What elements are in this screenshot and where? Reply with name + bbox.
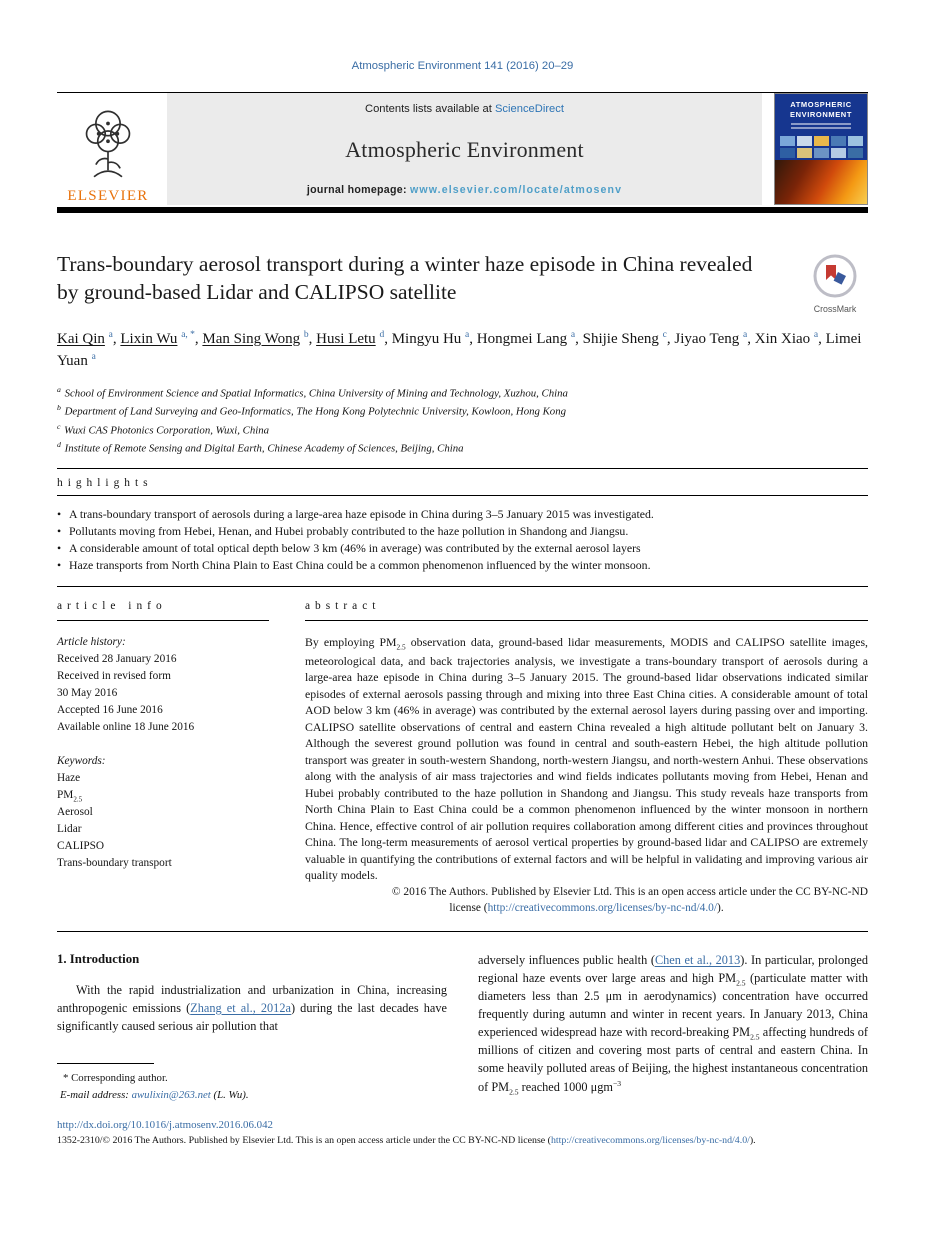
email-line — [57, 1087, 447, 1103]
article-history-label: Article history: — [57, 636, 126, 649]
author-list: Kai Qin $^a$, Lixin Wu $^{a, *}$, Man Sing Wong $^b$, Husi Letu $^d$, Mingyu Hu $^a$, Hongmei Lang $^a$, Shijie Sheng $^c$, Jiyao Teng $^a$, Xin Xiao $^a$, Limei Yuan $^a$ — [57, 330, 862, 369]
copyright-block — [305, 885, 868, 917]
highlights-list — [57, 506, 868, 574]
section-heading: 1. Introduction — [57, 951, 140, 966]
article-info-label: article info — [57, 600, 269, 621]
keyword: CALIPSO — [57, 840, 105, 853]
cover-subtitle-lines — [791, 123, 852, 129]
footnote-divider — [57, 1063, 154, 1064]
cover-title-line2: ENVIRONMENT — [789, 109, 853, 119]
issn-copyright-line: 1352-2310/© 2016 The Authors. Published by Elsevier Ltd. This is an open access article under the CC BY-NC-ND license (http://creativecommons.org/licenses/by-nc-nd/4.0/). — [57, 1134, 756, 1146]
keyword: Lidar — [57, 823, 82, 836]
cover-title-line1: ATMOSPHERIC — [790, 100, 852, 109]
highlight-item: • Haze transports from North China Plain to East China could be a common phenomenon influenced by the winter monsoon. — [57, 557, 868, 574]
keyword: Haze — [57, 771, 81, 784]
title-row — [57, 251, 868, 314]
intro-paragraph-left: With the rapid industrialization and urbanization in China, increasing anthropogenic emissions (Zhang et al., 2012a) during the last decades have significantly caused serious air pollution that — [57, 982, 448, 1033]
divider — [57, 931, 868, 932]
divider — [57, 495, 868, 496]
masthead-center — [167, 93, 762, 205]
abstract-text: By employing $PM_{2.5}$ observation data, ground-based lidar measurements, MODIS and CALIPSO satellite images, meteorological data, and back trajectories analysis, we investigate a trans-boundary transport of aerosols during a large-area haze episode in China during 3–5 January 2015. The ground-based lidar observations indicated similar episodes of external aerosols passing through and mixing into three East China cities. A considerable amount of total AOD below 3 km (46% in average) was contributed by the external aerosol layers during passing over and importing. CALIPSO satellite observations of central and eastern China revealed a high altitude pollutant belt on January 3. Although the severest ground pollution was found in central and south-eastern Hebei, the high altitude pollution transport was greater in south-western Shandong, north-western Jiangsu, and north-western Anhui. These observations along with the analysis of air mass trajectories and wind fields indicates pollutants moving from Hebei, Henan and Hubei probably contributed to the haze pollution in Shandong and Jiangsu. This study reveals haze transports from North China Plain to East China could be a common phenomenon influenced by the winter monsoon in northern China. Hence, effective control of air pollution requires collaboration among different cities and provinces throughout China. The long-term measurements of aerosol vertical properties by ground-based lidar and CALIPSO are extremely valuable in quantifying the contributions of external factors and will be helpful in validating and improving various air quality models. — [305, 635, 868, 883]
keyword: Aerosol — [57, 806, 93, 819]
affiliation-list — [57, 384, 868, 458]
inline-link[interactable] — [655, 953, 740, 967]
corresponding-author-note: * Corresponding author. — [63, 1072, 168, 1085]
intro-paragraph-right: adversely influences public health (Chen et al., 2013). In particular, prolonged regional haze events over large areas and high $PM_{2.5}$ (particulate matter with diameters less than 2.5 μm in aerodynamics) concentration have occurred frequently during autumn and winter in recent years. In January 2013, China experienced widespread haze with record-breaking $PM_{2.5}$ affecting hundreds of millions of citizen and covering most parts of central and eastern China. In some heavily polluted areas of Beijing, the highest instantaneous concentration of $PM_{2.5}$ reached 1000 μgm$^{-3}$ — [478, 952, 868, 1097]
copyright-line: © 2016 The Authors. Published by Elsevier Ltd. This is an open access article under the CC BY-NC-ND — [391, 885, 868, 898]
masthead-bar — [57, 207, 868, 213]
sciencedirect-link[interactable]: ScienceDirect — [494, 103, 564, 115]
elsevier-wordmark: ELSEVIER — [67, 188, 149, 204]
email-label: E-mail address: — [60, 1088, 129, 1101]
crossmark-label: CrossMark — [813, 304, 857, 314]
article-history-list — [57, 651, 269, 736]
inline-link[interactable]: http://creativecommons.org/licenses/by-nc-nd/4.0/ — [550, 1134, 750, 1146]
abstract-column — [305, 600, 868, 917]
article-info-column — [57, 600, 269, 917]
email-link[interactable]: awulixin@263.net — [131, 1088, 211, 1101]
history-entry: Available online 18 June 2016 — [57, 720, 195, 733]
article-title: Trans-boundary aerosol transport during a winter haze episode in China revealed by ground-based Lidar and CALIPSO satellite — [57, 252, 753, 304]
crossmark-badge[interactable] — [802, 253, 868, 314]
highlight-item: • A trans-boundary transport of aerosols during a large-area haze episode in China during 3–5 January 2015 was investigated. — [57, 506, 868, 523]
divider — [57, 468, 868, 469]
history-entry: Received in revised form — [57, 670, 171, 682]
highlight-item: • Pollutants moving from Hebei, Henan, and Hubei probably contributed to the haze pollution in Shandong and Jiangsu. — [57, 523, 868, 540]
elsevier-tree-icon — [75, 103, 141, 187]
info-abstract-section — [57, 600, 868, 917]
journal-cover-thumbnail[interactable] — [774, 93, 868, 205]
affiliation: $^b$ Department of Land Surveying and Geo-Informatics, The Hong Kong Polytechnic University, Kowloon, Hong Kong — [57, 403, 567, 418]
keyword: Trans-boundary transport — [57, 857, 172, 870]
intro-column-left — [57, 952, 447, 1103]
divider — [57, 586, 868, 587]
cover-column — [774, 93, 868, 205]
license-line: license (http://creativecommons.org/licenses/by-nc-nd/4.0/). — [449, 901, 724, 914]
history-entry: Accepted 16 June 2016 — [57, 703, 163, 716]
intro-column-right — [478, 952, 868, 1103]
elsevier-logo[interactable] — [57, 93, 167, 205]
inline-link[interactable]: http://creativecommons.org/licenses/by-nc-nd/4.0/ — [487, 901, 718, 914]
cover-map-tiles — [780, 136, 863, 158]
underlined-link[interactable]: Chen et al., 2013 — [654, 952, 741, 967]
footnote — [57, 1035, 447, 1102]
keyword: $PM_{2.5}$ — [57, 788, 83, 803]
underlined-link[interactable]: Lixin Wu — [120, 331, 178, 347]
history-entry: 30 May 2016 — [57, 686, 118, 699]
highlight-item: • A considerable amount of total optical depth below 3 km (46% in average) was contributed by the external aerosol layers — [57, 540, 868, 557]
homepage-url-link[interactable]: www.elsevier.com/locate/atmosenv — [410, 184, 623, 196]
homepage-label: journal homepage: — [306, 184, 411, 196]
keywords-label: Keywords: — [57, 754, 106, 767]
crossmark-icon — [812, 253, 858, 299]
inline-link[interactable] — [190, 1001, 291, 1015]
cover-art — [775, 160, 867, 204]
history-entry: Received 28 January 2016 — [57, 653, 177, 666]
contents-prefix: Contents lists available at — [365, 103, 495, 115]
underlined-link[interactable]: Husi Letu — [316, 331, 376, 347]
journal-title: Atmospheric Environment — [345, 136, 584, 162]
cover-title — [775, 100, 867, 120]
affiliation: $^d$ Institute of Remote Sensing and Digital Earth, Chinese Academy of Sciences, Beijing, China — [57, 440, 464, 455]
introduction-section — [57, 952, 868, 1103]
doi-link[interactable]: http://dx.doi.org/10.1016/j.atmosenv.2016.06.042 — [57, 1118, 273, 1131]
email-suffix: (L. Wu). — [210, 1088, 249, 1101]
journal-citation: Atmospheric Environment 141 (2016) 20–29 — [351, 60, 574, 72]
homepage-line — [307, 184, 622, 196]
affiliation: $^a$ School of Environment Science and Spatial Informatics, China University of Mining and Technology, Xuzhou, China — [57, 384, 568, 400]
abstract-label: abstract — [305, 600, 868, 621]
keywords-list — [57, 770, 269, 872]
contents-line — [365, 103, 564, 115]
highlights-label: highlights — [57, 476, 153, 489]
underlined-link[interactable]: Zhang et al., 2012a — [190, 1000, 291, 1015]
underlined-link[interactable]: Kai Qin — [57, 331, 105, 347]
affiliation: $^c$ Wuxi CAS Photonics Corporation, Wuxi, China — [57, 421, 270, 437]
underlined-link[interactable]: Man Sing Wong — [202, 331, 301, 347]
masthead — [57, 93, 868, 205]
